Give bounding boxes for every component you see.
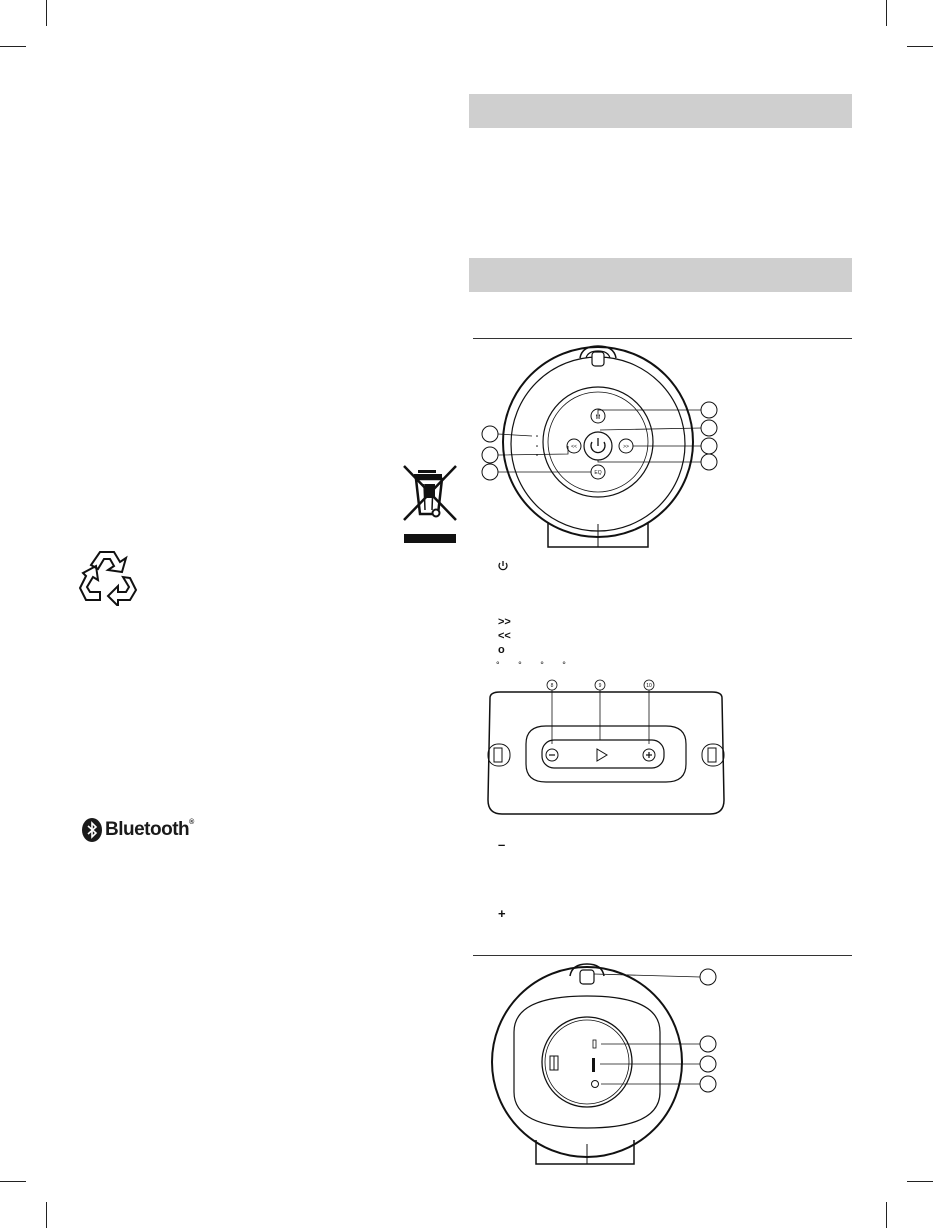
speaker-top-diagram bbox=[476, 678, 736, 820]
speaker-back-diagram bbox=[484, 962, 724, 1167]
svg-text:8: 8 bbox=[550, 683, 554, 689]
crop-mark bbox=[886, 0, 887, 26]
legend-prev-symbol: << bbox=[498, 630, 511, 642]
crop-mark bbox=[907, 1181, 933, 1182]
crop-mark bbox=[46, 1202, 47, 1228]
divider bbox=[473, 955, 852, 956]
bluetooth-icon bbox=[82, 818, 102, 842]
legend-plus-symbol: + bbox=[498, 906, 506, 921]
power-icon bbox=[498, 560, 508, 571]
svg-text:EQ: EQ bbox=[594, 470, 602, 476]
crop-mark bbox=[46, 0, 47, 26]
crop-mark bbox=[907, 46, 933, 47]
legend-minus-symbol: – bbox=[498, 837, 506, 852]
svg-text:M: M bbox=[595, 415, 601, 421]
divider bbox=[473, 338, 852, 339]
crop-mark bbox=[0, 46, 26, 47]
svg-text:<<: << bbox=[571, 444, 577, 450]
crop-mark bbox=[0, 1181, 26, 1182]
bluetooth-logo bbox=[82, 817, 194, 843]
speaker-front-diagram bbox=[476, 342, 726, 552]
svg-text:9: 9 bbox=[598, 683, 602, 689]
crop-mark bbox=[886, 1202, 887, 1228]
bluetooth-wordmark: Bluetooth® bbox=[105, 819, 194, 840]
legend-dot-symbol: o bbox=[498, 644, 505, 656]
svg-text:10: 10 bbox=[646, 683, 652, 689]
recycle-icon bbox=[78, 546, 140, 606]
crossed-out-wheelie-bin-icon bbox=[398, 462, 462, 544]
svg-text:>>: >> bbox=[623, 444, 629, 450]
section-header-bar bbox=[469, 94, 852, 128]
section-header-bar bbox=[469, 258, 852, 292]
legend-next-symbol: >> bbox=[498, 616, 511, 628]
legend-dots-symbol: ° ° ° ° bbox=[496, 660, 574, 670]
